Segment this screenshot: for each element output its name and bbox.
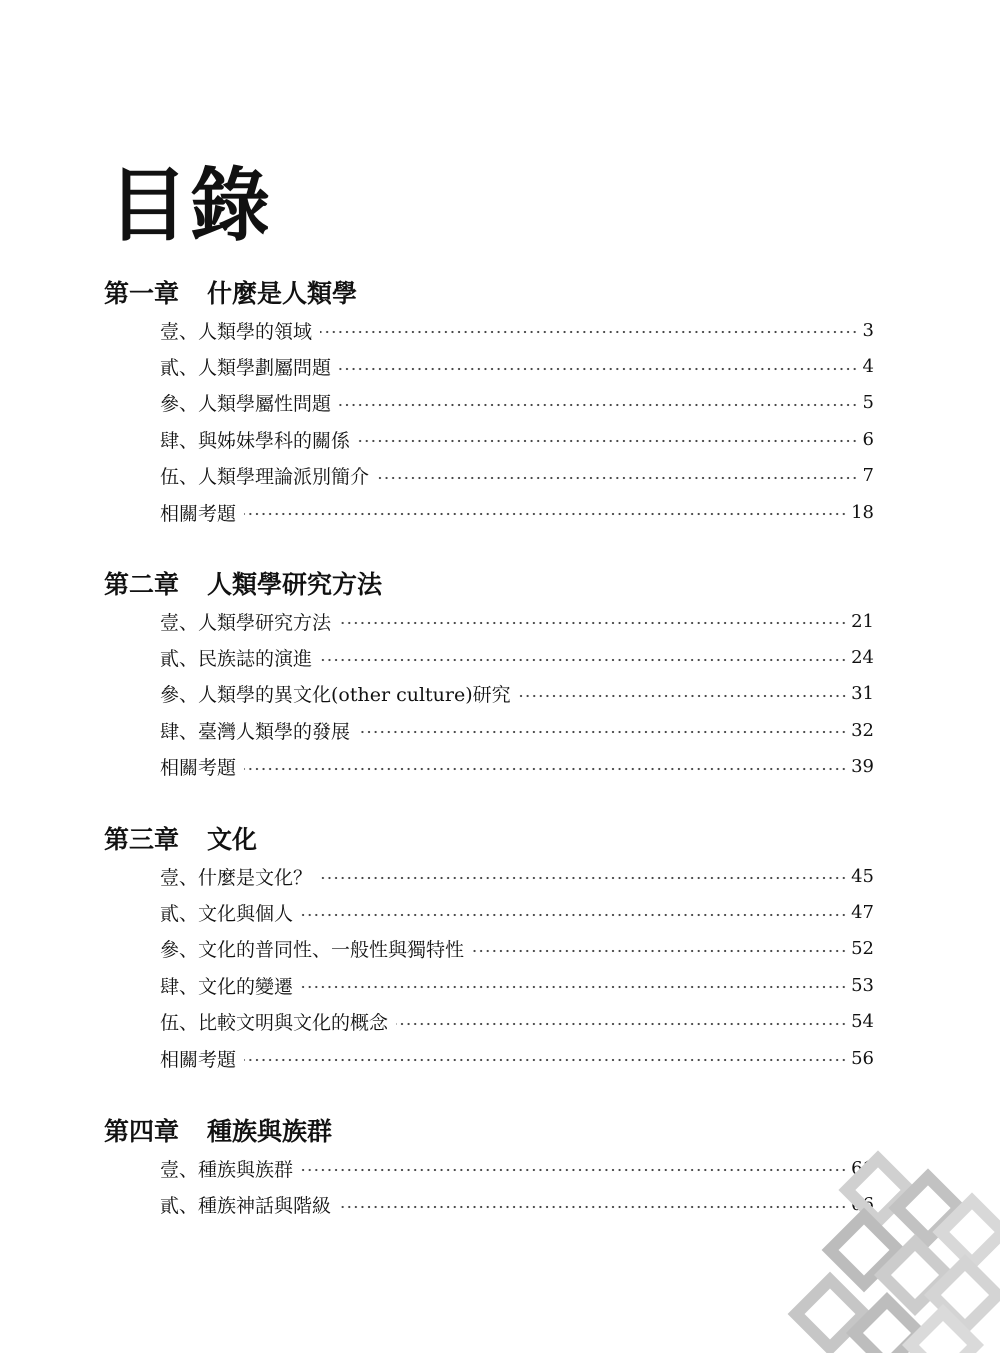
toc-entry[interactable] xyxy=(160,1004,874,1040)
toc-entry[interactable] xyxy=(160,494,874,530)
page-number: 47 xyxy=(851,902,874,924)
toc-entry[interactable] xyxy=(160,858,874,894)
page-number: 45 xyxy=(851,865,874,887)
entry-label: 壹、人類學研究方法 xyxy=(160,611,332,634)
toc-entry[interactable] xyxy=(160,603,874,639)
toc-entry[interactable] xyxy=(160,1186,874,1222)
dot-leader xyxy=(301,1168,847,1172)
toc-entry[interactable] xyxy=(160,639,874,675)
chapter-number: 第二章 xyxy=(104,570,180,599)
chapter-heading xyxy=(104,1110,874,1150)
entry-label: 貳、民族誌的演進 xyxy=(160,648,313,671)
entry-label: 相關考題 xyxy=(160,502,237,525)
chapter-3 xyxy=(104,818,874,1076)
entry-label: 肆、臺灣人類學的發展 xyxy=(160,720,351,743)
chapter-2 xyxy=(104,563,874,785)
dot-leader xyxy=(320,876,847,880)
page-number: 5 xyxy=(862,392,874,414)
diamond-shape xyxy=(932,1262,997,1327)
toc-entry[interactable] xyxy=(160,894,874,930)
chapter-heading xyxy=(104,818,874,858)
toc-entry[interactable] xyxy=(160,749,874,785)
dot-leader xyxy=(244,512,847,516)
page-number: 66 xyxy=(851,1194,874,1216)
entry-label: 肆、文化的變遷 xyxy=(160,975,294,998)
entry-label: 肆、與姊妹學科的關係 xyxy=(160,429,351,452)
dot-leader xyxy=(519,694,847,698)
page-number: 61 xyxy=(851,1157,874,1179)
entry-label: 貳、人類學劃屬問題 xyxy=(160,357,332,380)
dot-leader xyxy=(396,1022,847,1026)
diamond-shape xyxy=(854,1300,919,1353)
chapter-title: 什麼是人類學 xyxy=(207,279,358,308)
page-number: 18 xyxy=(851,501,874,523)
page-number: 24 xyxy=(851,647,874,669)
entry-label: 壹、人類學的領域 xyxy=(160,320,313,343)
page-number: 7 xyxy=(862,465,874,487)
chapter-4 xyxy=(104,1110,874,1223)
entry-label: 伍、比較文明與文化的概念 xyxy=(160,1012,389,1035)
diamond-shape xyxy=(910,1312,975,1353)
chapter-number: 第四章 xyxy=(104,1117,180,1146)
dot-leader xyxy=(301,985,847,989)
page-number: 54 xyxy=(851,1011,874,1033)
toc-entry[interactable] xyxy=(160,676,874,712)
chapter-heading xyxy=(104,563,874,603)
dot-leader xyxy=(472,949,847,953)
entry-label: 參、文化的普同性、一般性與獨特性 xyxy=(160,939,465,962)
page-number: 32 xyxy=(851,719,874,741)
dot-leader xyxy=(244,767,847,771)
entry-label: 貳、文化與個人 xyxy=(160,903,294,926)
entry-label: 壹、種族與族群 xyxy=(160,1158,294,1181)
chapter-title: 種族與族群 xyxy=(207,1117,333,1146)
page-number: 3 xyxy=(862,319,874,341)
dot-leader xyxy=(301,913,847,917)
entry-label: 相關考題 xyxy=(160,1048,237,1071)
page-number: 21 xyxy=(851,610,874,632)
toc-entry[interactable] xyxy=(160,348,874,384)
dot-leader xyxy=(320,658,847,662)
page-number: 39 xyxy=(851,756,874,778)
toc-entry[interactable] xyxy=(160,312,874,348)
dot-leader xyxy=(358,730,847,734)
page-number: 4 xyxy=(862,356,874,378)
dot-leader xyxy=(377,476,858,480)
dot-leader xyxy=(244,1058,847,1062)
entry-label: 參、人類學的異文化(other culture)研究 xyxy=(160,684,511,707)
toc-entry[interactable] xyxy=(160,1150,874,1186)
diamond-shape xyxy=(897,1177,959,1239)
dot-leader xyxy=(320,330,858,334)
entry-label: 相關考題 xyxy=(160,757,237,780)
page-number: 31 xyxy=(851,683,874,705)
diamond-shape xyxy=(882,1242,947,1307)
chapter-number: 第一章 xyxy=(104,279,180,308)
entry-label: 壹、什麼是文化？ xyxy=(160,866,313,889)
diamond-shape xyxy=(796,1280,864,1348)
dot-leader xyxy=(339,621,847,625)
entry-label: 參、人類學屬性問題 xyxy=(160,393,332,416)
dot-leader xyxy=(339,367,858,371)
page-number: 6 xyxy=(862,428,874,450)
page-number: 52 xyxy=(851,938,874,960)
toc-entry[interactable] xyxy=(160,931,874,967)
dot-leader xyxy=(358,439,858,443)
toc-entry[interactable] xyxy=(160,967,874,1003)
chapter-heading xyxy=(104,272,874,312)
dot-leader xyxy=(339,403,858,407)
chapter-number: 第三章 xyxy=(104,825,180,854)
toc-entry[interactable] xyxy=(160,1040,874,1076)
toc-entry[interactable] xyxy=(160,458,874,494)
chapter-title: 文化 xyxy=(207,825,258,854)
toc-entry[interactable] xyxy=(160,421,874,457)
entry-label: 貳、種族神話與階級 xyxy=(160,1195,332,1218)
entry-label: 伍、人類學理論派別簡介 xyxy=(160,466,370,489)
diamond-shape xyxy=(830,1216,898,1284)
chapter-1 xyxy=(104,272,874,530)
toc-entry[interactable] xyxy=(160,712,874,748)
page-title: 目錄 xyxy=(108,158,272,252)
diamond-shape xyxy=(941,1201,1000,1263)
page-number: 56 xyxy=(851,1047,874,1069)
page-number: 53 xyxy=(851,974,874,996)
toc-entry[interactable] xyxy=(160,385,874,421)
chapter-title: 人類學研究方法 xyxy=(207,570,383,599)
dot-leader xyxy=(339,1205,847,1209)
